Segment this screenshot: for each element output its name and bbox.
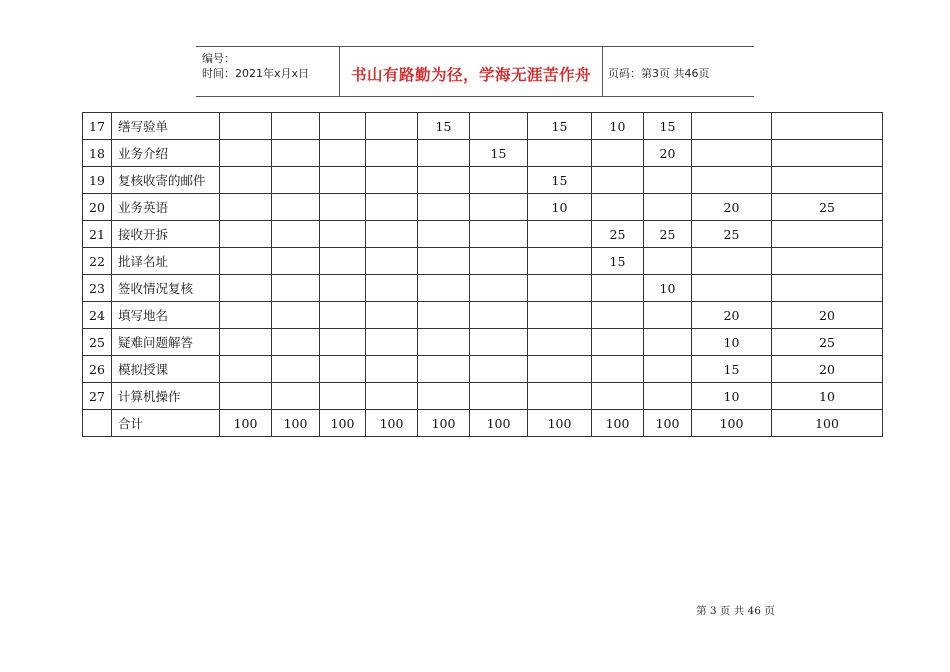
row-item-name: 签收情况复核 [112, 275, 220, 302]
score-cell [220, 302, 272, 329]
score-cell [692, 275, 772, 302]
score-cell: 25 [592, 221, 644, 248]
score-cell: 15 [692, 356, 772, 383]
score-cell [418, 140, 470, 167]
score-cell [272, 275, 320, 302]
score-cell: 10 [692, 383, 772, 410]
score-cell [592, 302, 644, 329]
score-cell: 15 [644, 113, 692, 140]
score-cell [220, 275, 272, 302]
score-cell: 20 [772, 302, 883, 329]
score-cell [272, 113, 320, 140]
score-cell: 20 [644, 140, 692, 167]
score-cell [366, 167, 418, 194]
score-cell [528, 383, 592, 410]
page-footer: 第 3 页 共 46 页 [696, 605, 775, 617]
row-item-name: 批译名址 [112, 248, 220, 275]
score-cell [772, 167, 883, 194]
score-cell [366, 194, 418, 221]
row-item-name: 复核收寄的邮件 [112, 167, 220, 194]
score-cell [272, 221, 320, 248]
score-cell [220, 248, 272, 275]
table-row [83, 302, 883, 329]
table-row [83, 383, 883, 410]
row-item-name: 接收开拆 [112, 221, 220, 248]
table-body [83, 113, 883, 437]
score-cell [320, 167, 366, 194]
score-cell: 20 [692, 302, 772, 329]
score-cell [772, 113, 883, 140]
score-cell [320, 356, 366, 383]
score-cell: 10 [592, 113, 644, 140]
score-cell [418, 194, 470, 221]
score-cell [528, 248, 592, 275]
score-cell [366, 356, 418, 383]
score-cell [644, 302, 692, 329]
score-cell [220, 167, 272, 194]
row-number: 25 [83, 329, 112, 356]
score-cell [772, 221, 883, 248]
score-cell [592, 140, 644, 167]
row-item-name: 缮写验单 [112, 113, 220, 140]
row-item-name: 合计 [112, 410, 220, 437]
score-cell [528, 329, 592, 356]
row-item-name: 业务英语 [112, 194, 220, 221]
score-cell [592, 329, 644, 356]
header-divider [602, 47, 603, 96]
score-cell [320, 329, 366, 356]
score-cell: 15 [528, 113, 592, 140]
score-cell [220, 194, 272, 221]
score-cell [470, 383, 528, 410]
score-cell [366, 329, 418, 356]
score-cell [272, 383, 320, 410]
score-cell [272, 194, 320, 221]
score-cell [320, 194, 366, 221]
score-cell: 100 [320, 410, 366, 437]
score-cell [470, 329, 528, 356]
score-cell [418, 167, 470, 194]
score-cell: 100 [644, 410, 692, 437]
score-cell: 100 [366, 410, 418, 437]
row-number: 26 [83, 356, 112, 383]
score-cell: 25 [692, 221, 772, 248]
score-cell [272, 248, 320, 275]
score-cell [418, 329, 470, 356]
score-cell [470, 356, 528, 383]
row-number: 18 [83, 140, 112, 167]
score-cell [418, 275, 470, 302]
score-cell [320, 248, 366, 275]
score-cell [220, 329, 272, 356]
score-cell [272, 140, 320, 167]
score-cell [692, 140, 772, 167]
header-motto: 书山有路勤为径，学海无涯苦作舟 [350, 66, 591, 84]
time-label: 时间：2021年x月x日 [202, 67, 310, 80]
score-cell: 100 [418, 410, 470, 437]
score-cell [366, 113, 418, 140]
score-cell [644, 194, 692, 221]
score-cell [220, 356, 272, 383]
score-cell [470, 275, 528, 302]
row-number: 21 [83, 221, 112, 248]
score-cell: 10 [644, 275, 692, 302]
score-cell: 25 [772, 329, 883, 356]
code-label: 编号： [202, 52, 235, 65]
header-page-info: 页码：第3页 共46页 [608, 67, 710, 80]
score-cell [418, 221, 470, 248]
score-cell [220, 383, 272, 410]
table-row [83, 221, 883, 248]
score-cell [320, 113, 366, 140]
score-cell [418, 302, 470, 329]
score-cell: 15 [470, 140, 528, 167]
row-item-name: 业务介绍 [112, 140, 220, 167]
score-cell [592, 356, 644, 383]
page-header [196, 46, 754, 97]
score-cell [220, 140, 272, 167]
score-cell [366, 275, 418, 302]
score-cell [320, 302, 366, 329]
score-cell [528, 140, 592, 167]
row-item-name: 计算机操作 [112, 383, 220, 410]
score-cell [320, 140, 366, 167]
score-cell: 100 [470, 410, 528, 437]
score-cell [644, 248, 692, 275]
score-cell [366, 221, 418, 248]
table-row [83, 248, 883, 275]
table-row [83, 194, 883, 221]
score-cell [366, 248, 418, 275]
score-cell [772, 140, 883, 167]
score-cell: 20 [692, 194, 772, 221]
score-cell: 10 [528, 194, 592, 221]
score-cell [528, 356, 592, 383]
score-cell [644, 167, 692, 194]
score-cell [366, 140, 418, 167]
score-cell [272, 302, 320, 329]
table-row [83, 167, 883, 194]
score-cell [592, 275, 644, 302]
score-cell [592, 194, 644, 221]
score-cell: 25 [644, 221, 692, 248]
score-cell [692, 113, 772, 140]
score-cell [418, 383, 470, 410]
table-row [83, 140, 883, 167]
score-cell [470, 194, 528, 221]
score-cell [272, 356, 320, 383]
score-cell [528, 302, 592, 329]
score-cell [418, 248, 470, 275]
row-number: 22 [83, 248, 112, 275]
score-cell: 25 [772, 194, 883, 221]
score-cell [644, 383, 692, 410]
score-cell [772, 275, 883, 302]
score-cell [272, 329, 320, 356]
score-cell: 100 [272, 410, 320, 437]
score-cell [470, 167, 528, 194]
score-cell [366, 383, 418, 410]
score-cell [692, 167, 772, 194]
score-cell [592, 383, 644, 410]
score-cell [528, 275, 592, 302]
score-table [82, 112, 883, 437]
table-row [83, 113, 883, 140]
row-number: 23 [83, 275, 112, 302]
table-row [83, 356, 883, 383]
score-cell [220, 113, 272, 140]
row-number [83, 410, 112, 437]
row-number: 20 [83, 194, 112, 221]
score-cell: 100 [220, 410, 272, 437]
score-cell [220, 221, 272, 248]
score-cell [692, 248, 772, 275]
row-item-name: 疑难问题解答 [112, 329, 220, 356]
table-row [83, 329, 883, 356]
total-row [83, 410, 883, 437]
row-number: 27 [83, 383, 112, 410]
score-cell [644, 329, 692, 356]
header-meta [202, 51, 309, 81]
row-item-name: 填写地名 [112, 302, 220, 329]
score-cell [644, 356, 692, 383]
score-cell [592, 167, 644, 194]
score-cell [272, 167, 320, 194]
score-cell: 100 [528, 410, 592, 437]
score-cell [528, 221, 592, 248]
score-cell: 10 [772, 383, 883, 410]
score-cell [320, 275, 366, 302]
score-cell: 100 [772, 410, 883, 437]
score-cell: 10 [692, 329, 772, 356]
score-cell: 15 [418, 113, 470, 140]
score-cell [470, 248, 528, 275]
score-cell [470, 113, 528, 140]
score-cell: 15 [528, 167, 592, 194]
table-row [83, 275, 883, 302]
score-cell: 20 [772, 356, 883, 383]
score-cell [320, 221, 366, 248]
score-cell [470, 221, 528, 248]
score-cell [418, 356, 470, 383]
score-cell: 100 [592, 410, 644, 437]
row-number: 19 [83, 167, 112, 194]
score-cell: 15 [592, 248, 644, 275]
score-cell [772, 248, 883, 275]
row-number: 17 [83, 113, 112, 140]
score-cell: 100 [692, 410, 772, 437]
row-number: 24 [83, 302, 112, 329]
score-cell [320, 383, 366, 410]
score-cell [470, 302, 528, 329]
row-item-name: 模拟授课 [112, 356, 220, 383]
score-cell [366, 302, 418, 329]
